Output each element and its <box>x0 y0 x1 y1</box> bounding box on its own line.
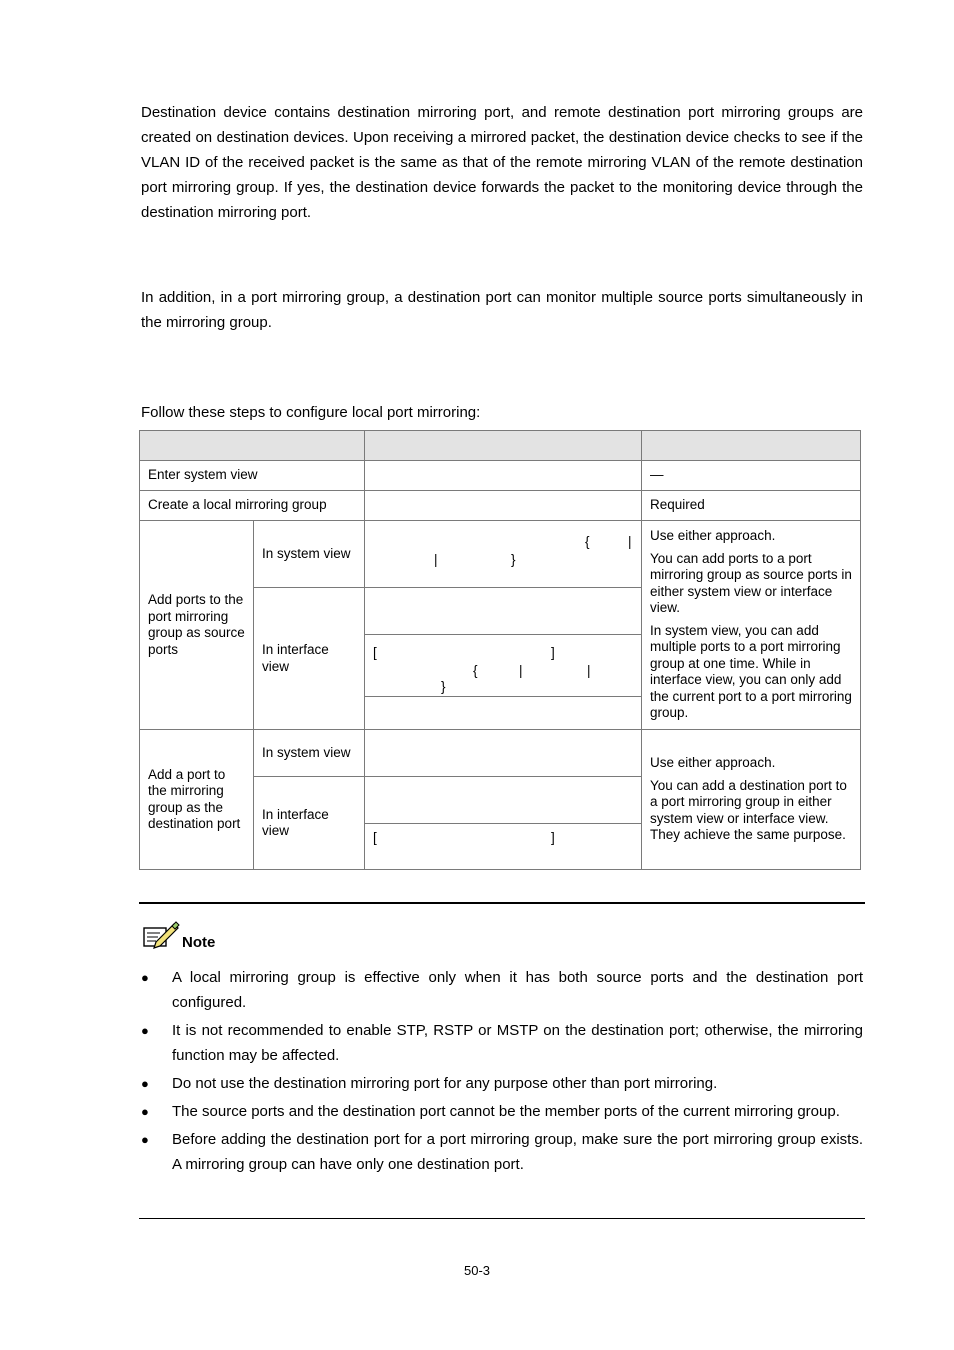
bullet-icon: ● <box>141 1023 149 1038</box>
steps-lead: Follow these steps to configure local port mirroring: <box>141 404 481 421</box>
step-enter-system-view: Enter system view <box>140 461 365 491</box>
note-bottom-rule <box>139 1218 865 1219</box>
addition-paragraph: In addition, in a port mirroring group, a destination port can monitor multiple source ports simultaneously in the mirroring group. <box>141 289 863 331</box>
header-cell-to-do <box>140 431 365 461</box>
system-view-label: In system view <box>254 521 365 588</box>
command-cell: { | | } <box>365 521 642 588</box>
command-cell: [ ] <box>365 824 642 870</box>
bullet-icon: ● <box>141 1076 149 1091</box>
remarks-cell: Required <box>642 491 861 521</box>
remarks-cell-source: Use either approach. You can add ports to a port mirroring group as source ports in either system view or interface view. In system view, you can add multiple ports to a port mirroring group at one time. While in interface view, you can only add the current port to a port mirroring group. <box>642 521 861 730</box>
remarks-cell: — <box>642 461 861 491</box>
bullet-icon: ● <box>141 1132 149 1147</box>
step-create-group: Create a local mirroring group <box>140 491 365 521</box>
note-label: Note <box>182 934 216 951</box>
command-cell <box>365 588 642 635</box>
list-item: ● A local mirroring group is effective only when it has both source ports and the destination port configured. <box>141 965 863 1015</box>
configuration-steps-table <box>139 430 861 870</box>
table-row <box>140 461 861 491</box>
note-pencil-icon <box>142 920 180 950</box>
system-view-label: In system view <box>254 730 365 777</box>
remarks-cell-destination: Use either approach. You can add a destination port to a port mirroring group in either system view or interface view. They achieve the same purpose. <box>642 730 861 870</box>
bullet-icon: ● <box>141 1104 149 1119</box>
command-cell <box>365 730 642 777</box>
command-cell <box>365 461 642 491</box>
table-header-row <box>140 431 861 461</box>
command-cell: [ ] { | | } <box>365 635 642 697</box>
table-row <box>140 730 861 777</box>
table-row <box>140 491 861 521</box>
header-cell-use-command <box>365 431 642 461</box>
command-cell <box>365 697 642 730</box>
note-top-rule <box>139 902 865 904</box>
step-add-destination-port: Add a port to the mirroring group as the destination port <box>140 730 254 870</box>
list-item: ● Do not use the destination mirroring port for any purpose other than port mirroring. <box>141 1071 863 1096</box>
destination-paragraph: Destination device contains destination mirroring port, and remote destination port mirroring groups are created on destination devices. Upon receiving a mirrored packet, the destination device checks to see if the VLAN ID of the received packet is the same as that of the remote mirroring VLAN of the remote destination port mirroring group. If yes, the destination device forwards the packet to the monitoring device through the destination mirroring port. <box>141 104 863 221</box>
command-cell <box>365 491 642 521</box>
header-cell-remarks <box>642 431 861 461</box>
table-row <box>140 521 861 588</box>
page-number: 50-3 <box>463 1263 491 1278</box>
interface-view-label: In interface view <box>254 588 365 730</box>
command-cell <box>365 777 642 824</box>
bullet-icon: ● <box>141 970 149 985</box>
note-list <box>141 965 863 1180</box>
interface-view-label: In interface view <box>254 777 365 870</box>
step-add-source-ports: Add ports to the port mirroring group as source ports <box>140 521 254 730</box>
list-item: ● The source ports and the destination port cannot be the member ports of the current mirroring group. <box>141 1099 863 1124</box>
list-item: ● It is not recommended to enable STP, RSTP or MSTP on the destination port; otherwise, the mirroring function may be affected. <box>141 1018 863 1068</box>
list-item: ● Before adding the destination port for a port mirroring group, make sure the port mirroring group exists. A mirroring group can have only one destination port. <box>141 1127 863 1177</box>
